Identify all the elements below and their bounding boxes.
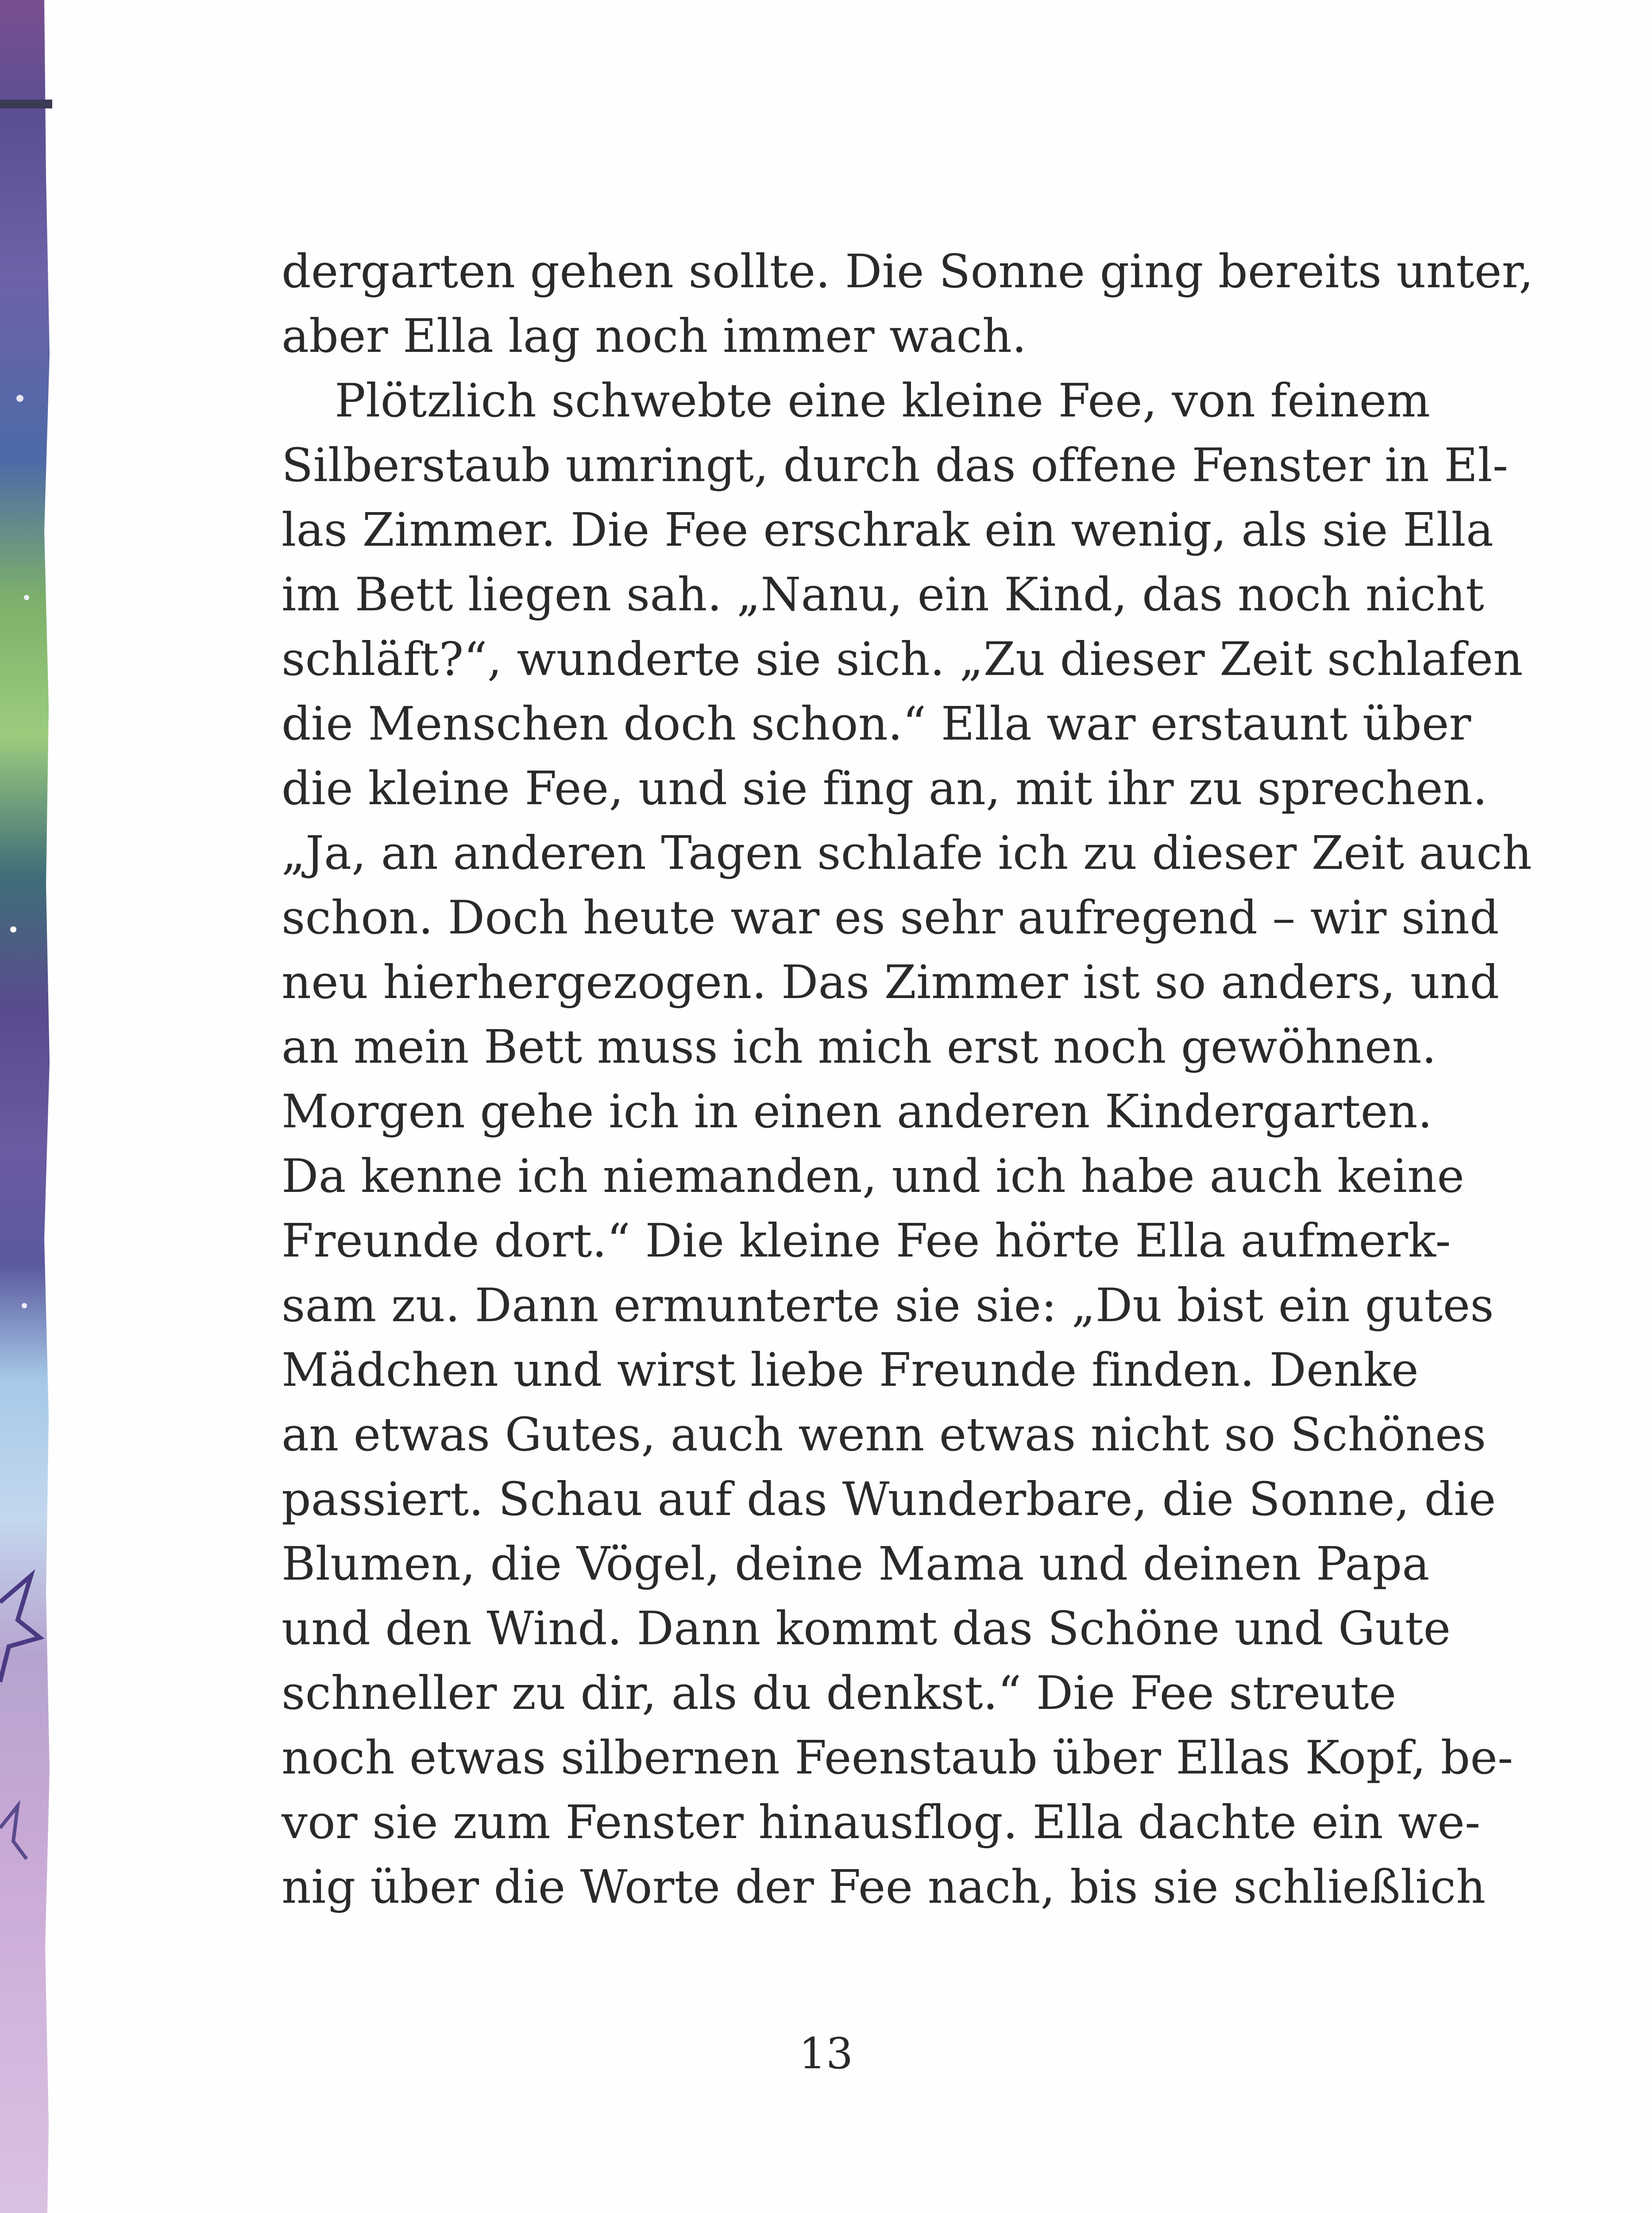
text-line: aber Ella lag noch immer wach. xyxy=(282,309,1027,363)
text-line: Morgen gehe ich in einen anderen Kindergarten. xyxy=(282,1084,1432,1138)
text-line: Plötzlich schwebte eine kleine Fee, von feinem xyxy=(335,374,1431,428)
text-line: an mein Bett muss ich mich erst noch gewöhnen. xyxy=(282,1020,1437,1074)
text-line: neu hierhergezogen. Das Zimmer ist so anders, und xyxy=(282,955,1500,1009)
text-line: vor sie zum Fenster hinausflog. Ella dachte ein we- xyxy=(282,1795,1481,1849)
text-line: Blumen, die Vögel, deine Mama und deinen Papa xyxy=(282,1537,1430,1591)
text-line: passiert. Schau auf das Wunderbare, die Sonne, die xyxy=(282,1472,1496,1526)
text-line: Silberstaub umringt, durch das offene Fenster in El- xyxy=(282,438,1509,492)
paragraph xyxy=(282,239,1534,368)
text-line: die kleine Fee, und sie fing an, mit ihr zu sprechen. xyxy=(282,761,1488,815)
text-line: nig über die Worte der Fee nach, bis sie schließlich xyxy=(282,1860,1486,1914)
page-number: 13 xyxy=(799,2029,853,2078)
text-line: die Menschen doch schon.“ Ella war erstaunt über xyxy=(282,697,1471,751)
text-line: schläft?“, wunderte sie sich. „Zu dieser Zeit schlafen xyxy=(282,632,1523,686)
watercolor-illustration-strip xyxy=(0,0,52,2213)
text-line: schneller zu dir, als du denkst.“ Die Fee streute xyxy=(282,1666,1397,1720)
text-line: und den Wind. Dann kommt das Schöne und Gute xyxy=(282,1601,1451,1655)
text-line: noch etwas silbernen Feenstaub über Ellas Kopf, be- xyxy=(282,1731,1513,1785)
text-line: sam zu. Dann ermunterte sie sie: „Du bist ein gutes xyxy=(282,1278,1494,1332)
text-line: Mädchen und wirst liebe Freunde finden. Denke xyxy=(282,1343,1419,1397)
body-text xyxy=(282,239,1534,1919)
paragraph xyxy=(282,368,1532,1919)
text-line: „Ja, an anderen Tagen schlafe ich zu dieser Zeit auch xyxy=(282,826,1532,880)
text-line: an etwas Gutes, auch wenn etwas nicht so Schönes xyxy=(282,1407,1486,1461)
text-line: Freunde dort.“ Die kleine Fee hörte Ella aufmerk- xyxy=(282,1214,1451,1268)
text-line: las Zimmer. Die Fee erschrak ein wenig, als sie Ella xyxy=(282,503,1494,557)
text-line: im Bett liegen sah. „Nanu, ein Kind, das noch nicht xyxy=(282,567,1485,621)
text-line: dergarten gehen sollte. Die Sonne ging bereits unter, xyxy=(282,244,1534,298)
text-line: Da kenne ich niemanden, und ich habe auch keine xyxy=(282,1149,1465,1203)
text-line: schon. Doch heute war es sehr aufregend – wir sind xyxy=(282,891,1499,945)
